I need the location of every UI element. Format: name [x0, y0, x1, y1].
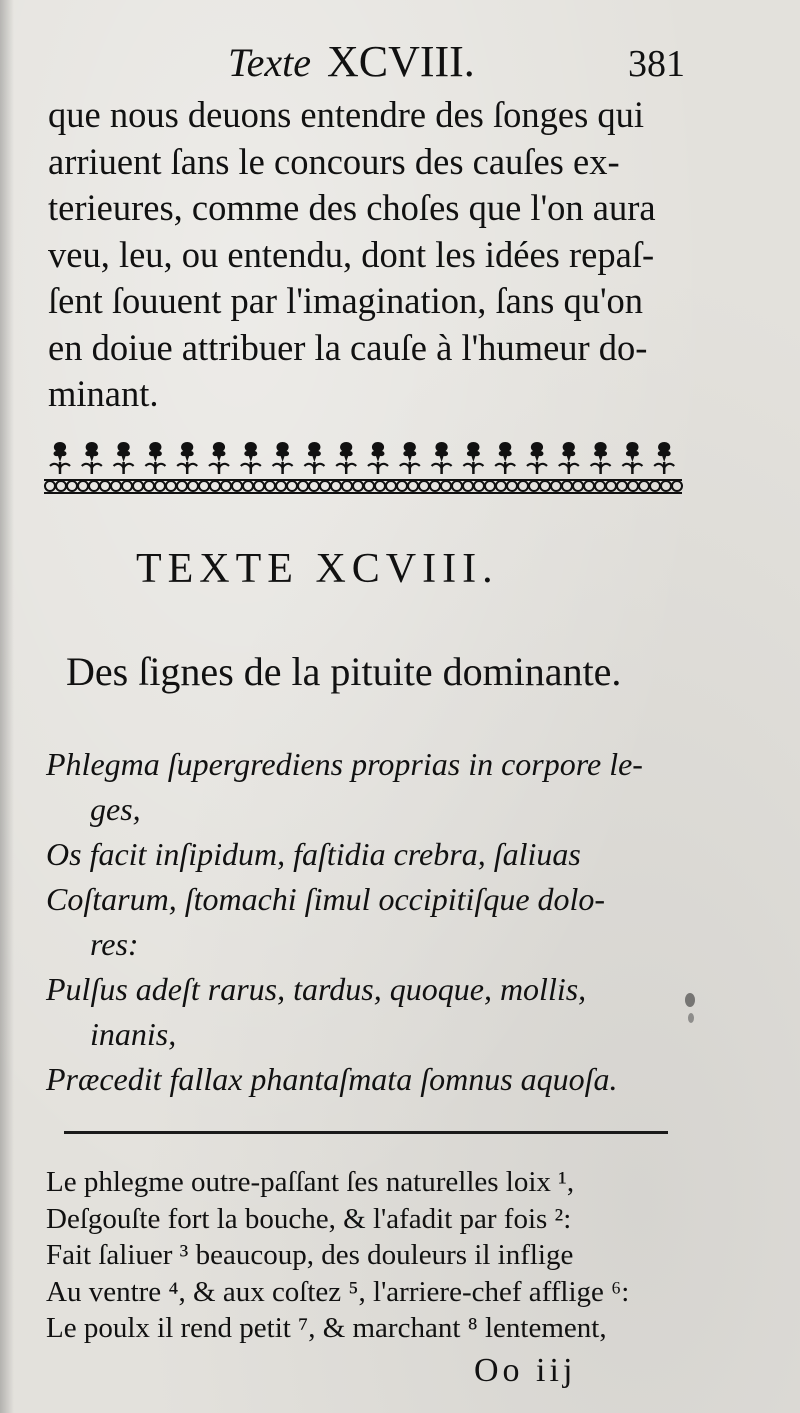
latin-verse-line: Pulſus adeſt rarus, tardus, quoque, mollis, — [46, 971, 587, 1007]
scroll-ornament — [594, 479, 616, 494]
scroll-ornament — [44, 479, 66, 494]
fleuron-ornament — [622, 442, 642, 474]
french-verse-line: Fait ſaliuer ³ beaucoup, des douleurs il inflige — [46, 1239, 574, 1271]
latin-verse-line: Phlegma ſupergrediens proprias in corpore le- — [46, 746, 643, 782]
fleuron-ornament — [463, 442, 483, 474]
fleuron-ornament — [336, 442, 356, 474]
fleuron-ornament — [177, 442, 197, 474]
french-verse-line: Au ventre ⁴, & aux coſtez ⁵, l'arriere-chef afflige ⁶: — [46, 1275, 630, 1308]
scroll-ornament — [616, 479, 638, 494]
latin-verse-line: ges, — [90, 791, 141, 827]
fleuron-ornament — [432, 442, 452, 474]
running-title — [228, 36, 475, 87]
scroll-ornament — [110, 479, 132, 494]
scroll-ornament — [66, 479, 88, 494]
signature-mark: Oo iij — [474, 1352, 577, 1389]
scroll-ornament — [308, 479, 330, 494]
prose-line: ſent ſouuent par l'imagination, ſans qu'on — [48, 280, 644, 321]
prose-line: veu, leu, ou entendu, dont les idées repaſ- — [48, 233, 655, 275]
scroll-ornament — [154, 479, 176, 494]
fleuron-ornament — [50, 442, 70, 474]
scroll-ornament — [660, 479, 682, 494]
section-subtitle: Des ſignes de la pituite dominante. — [66, 649, 622, 694]
scroll-ornament — [462, 479, 484, 494]
fleuron-ornament — [368, 442, 388, 474]
page-gutter-shadow — [0, 0, 14, 1413]
decorative-fleuron-band — [42, 440, 687, 496]
scroll-ornament — [374, 479, 396, 494]
prose-line: terieures, comme des choſes que l'on aura — [48, 187, 656, 228]
fleuron-ornament — [209, 442, 229, 474]
fleuron-ornament — [145, 442, 165, 474]
page-number: 381 — [628, 43, 685, 85]
running-title-roman: XCVIII. — [326, 37, 475, 86]
french-verse-line: Le phlegme outre-paſſant ſes naturelles loix ¹, — [46, 1166, 575, 1198]
section-title: TEXTE XCVIII. — [136, 546, 499, 592]
fleuron-ornament — [591, 442, 611, 474]
scroll-ornament — [418, 479, 440, 494]
fleuron-ornament — [654, 442, 674, 474]
scroll-ornament — [220, 479, 242, 494]
prose-line: minant. — [48, 373, 159, 414]
fleuron-ornament — [241, 442, 261, 474]
fleuron-ornament — [273, 442, 293, 474]
prose-line: en doiue attribuer la cauſe à l'humeur do- — [48, 326, 648, 368]
french-verse-block — [46, 1164, 686, 1347]
scroll-ornament — [352, 479, 374, 494]
scroll-ornament — [88, 479, 110, 494]
latin-verse-line: Præcedit fallax phantaſmata ſomnus aquoſa. — [46, 1061, 618, 1097]
latin-verse-line: Coſtarum, ſtomachi ſimul occipitiſque dolo- — [46, 881, 606, 917]
scroll-ornament — [440, 479, 462, 494]
scroll-ornament — [176, 479, 198, 494]
prose-line: arriuent ſans le concours des cauſes ex- — [48, 140, 620, 182]
scroll-ornament — [396, 479, 418, 494]
scroll-ornament — [572, 479, 594, 494]
scroll-ornament — [506, 479, 528, 494]
french-verse-line: Le poulx il rend petit ⁷, & marchant ⁸ lentement, — [46, 1312, 607, 1344]
scroll-ornament — [286, 479, 308, 494]
running-title-italic: Texte — [228, 40, 311, 85]
fleuron-ornament — [559, 442, 579, 474]
scroll-ornament — [550, 479, 572, 494]
fleuron-ornament — [82, 442, 102, 474]
fleuron-ornament — [495, 442, 515, 474]
fleuron-ornament — [304, 442, 324, 474]
scroll-ornament — [198, 479, 220, 494]
fleuron-ornament — [400, 442, 420, 474]
scroll-ornament — [638, 479, 660, 494]
latin-verse-line: Os facit inſipidum, faſtidia crebra, ſaliuas — [46, 836, 581, 872]
fleuron-ornament — [527, 442, 547, 474]
prose-line: que nous deuons entendre des ſonges qui — [48, 94, 645, 135]
latin-verse-line: inanis, — [90, 1016, 177, 1052]
scroll-ornament — [132, 479, 154, 494]
scroll-ornament — [528, 479, 550, 494]
running-head — [0, 30, 800, 90]
french-verse-line: Deſgouſte fort la bouche, & l'afadit par fois ²: — [46, 1202, 572, 1235]
horizontal-rule — [64, 1131, 668, 1134]
latin-verse-line: res: — [90, 926, 139, 962]
scroll-ornament — [264, 479, 286, 494]
fleuron-ornament — [114, 442, 134, 474]
scroll-ornament — [330, 479, 352, 494]
scroll-ornament — [484, 479, 506, 494]
ink-blot — [682, 988, 698, 1028]
latin-verse-block — [46, 742, 696, 1102]
scroll-ornament — [242, 479, 264, 494]
previous-text-block — [48, 92, 688, 418]
